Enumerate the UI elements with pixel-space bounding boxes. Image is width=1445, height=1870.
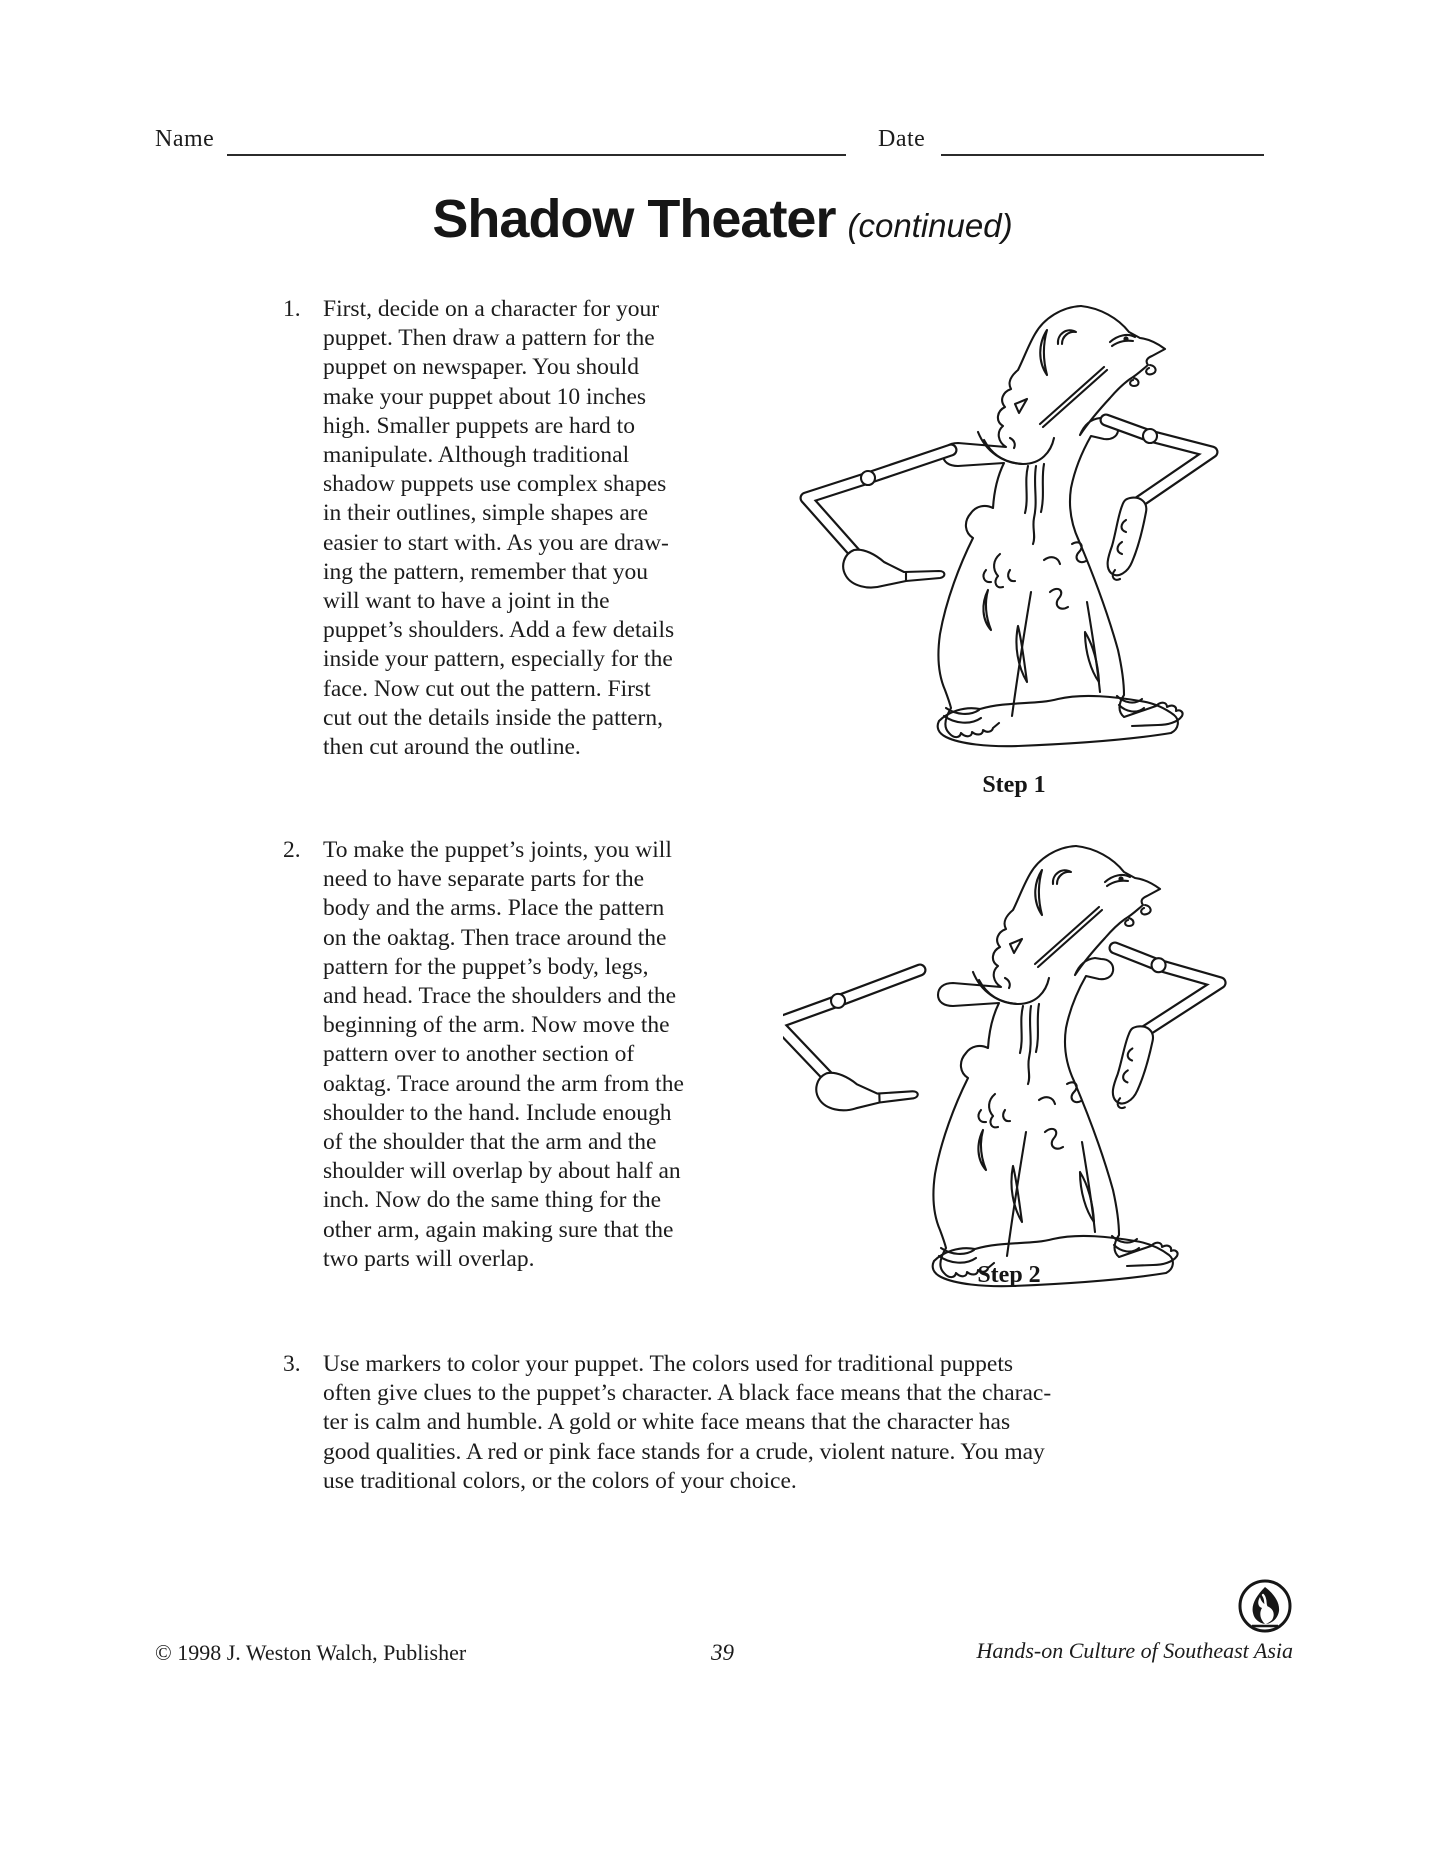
puppet-right-arm	[1111, 948, 1221, 1111]
shadow-puppet-illustration	[788, 292, 1240, 764]
publisher-flame-logo-icon	[1236, 1577, 1294, 1635]
puppet-left-arm	[783, 970, 925, 1113]
item-text: First, decide on a character for your puppet. Then draw a pattern for the puppet on newspaper. You should make your puppet about 10 inches high. Smaller puppets are hard to manipulate. Although traditional shadow puppets use complex shapes in their outlines, simple shapes are easier to start with. As you are draw- ing the pattern, remember that you will want to have a joint in the puppet’s shoulders. Add a few details inside your pattern, especially for the face. Now cut out the pattern. First cut out the details inside the pattern, then cut around the outline.	[323, 296, 675, 761]
instruction-item-2	[283, 836, 768, 1274]
figure-step2-caption: Step 2	[977, 1262, 1041, 1288]
instruction-item-1	[283, 295, 768, 762]
puppet-left-arm	[806, 450, 951, 588]
figure-step2-canvas	[783, 832, 1235, 1304]
footer-page-number: 39	[711, 1640, 734, 1665]
name-blank-line	[227, 154, 846, 156]
item-number: 1.	[283, 296, 301, 322]
name-label: Name	[155, 126, 215, 152]
date-blank-line	[941, 154, 1264, 156]
date-label: Date	[878, 126, 926, 152]
footer-book-title: Hands-on Culture of Southeast Asia	[976, 1638, 1293, 1663]
item-text: Use markers to color your puppet. The colors used for traditional puppets often give clues to the puppet’s character. A black face means that the charac- ter is calm and humble. A gold or white face means that the character has good qualities. A red or pink face stands for a crude, violent nature. You may use traditional colors, or the colors of your choice.	[323, 1351, 1052, 1494]
page-title-main: Shadow Theater	[432, 189, 836, 249]
figure-step2	[783, 832, 1235, 1304]
item-number: 2.	[283, 837, 301, 863]
item-text: To make the puppet’s joints, you will need to have separate parts for the body and the arms. Place the pattern on the oaktag. Then trace around the pattern for the puppet’s body, legs, and head. Trace the shoulders and the beginning of the arm. Now move the pattern over to another section of oaktag. Trace around the arm from the shoulder to the hand. Include enough of the shoulder that the arm and the shoulder will overlap by about half an inch. Now do the same thing for the other arm, again making sure that the two parts will overlap.	[323, 837, 684, 1272]
instruction-item-3	[283, 1350, 1208, 1496]
shadow-puppet-illustration	[783, 832, 1235, 1304]
puppet-right-arm	[1106, 420, 1212, 580]
figure-step1	[788, 292, 1240, 764]
figure-step1-caption: Step 1	[982, 772, 1046, 798]
item-number: 3.	[283, 1351, 301, 1377]
page-title	[0, 188, 1445, 250]
page-title-continued: (continued)	[847, 207, 1013, 244]
footer-copyright: © 1998 J. Weston Walch, Publisher	[155, 1640, 467, 1665]
